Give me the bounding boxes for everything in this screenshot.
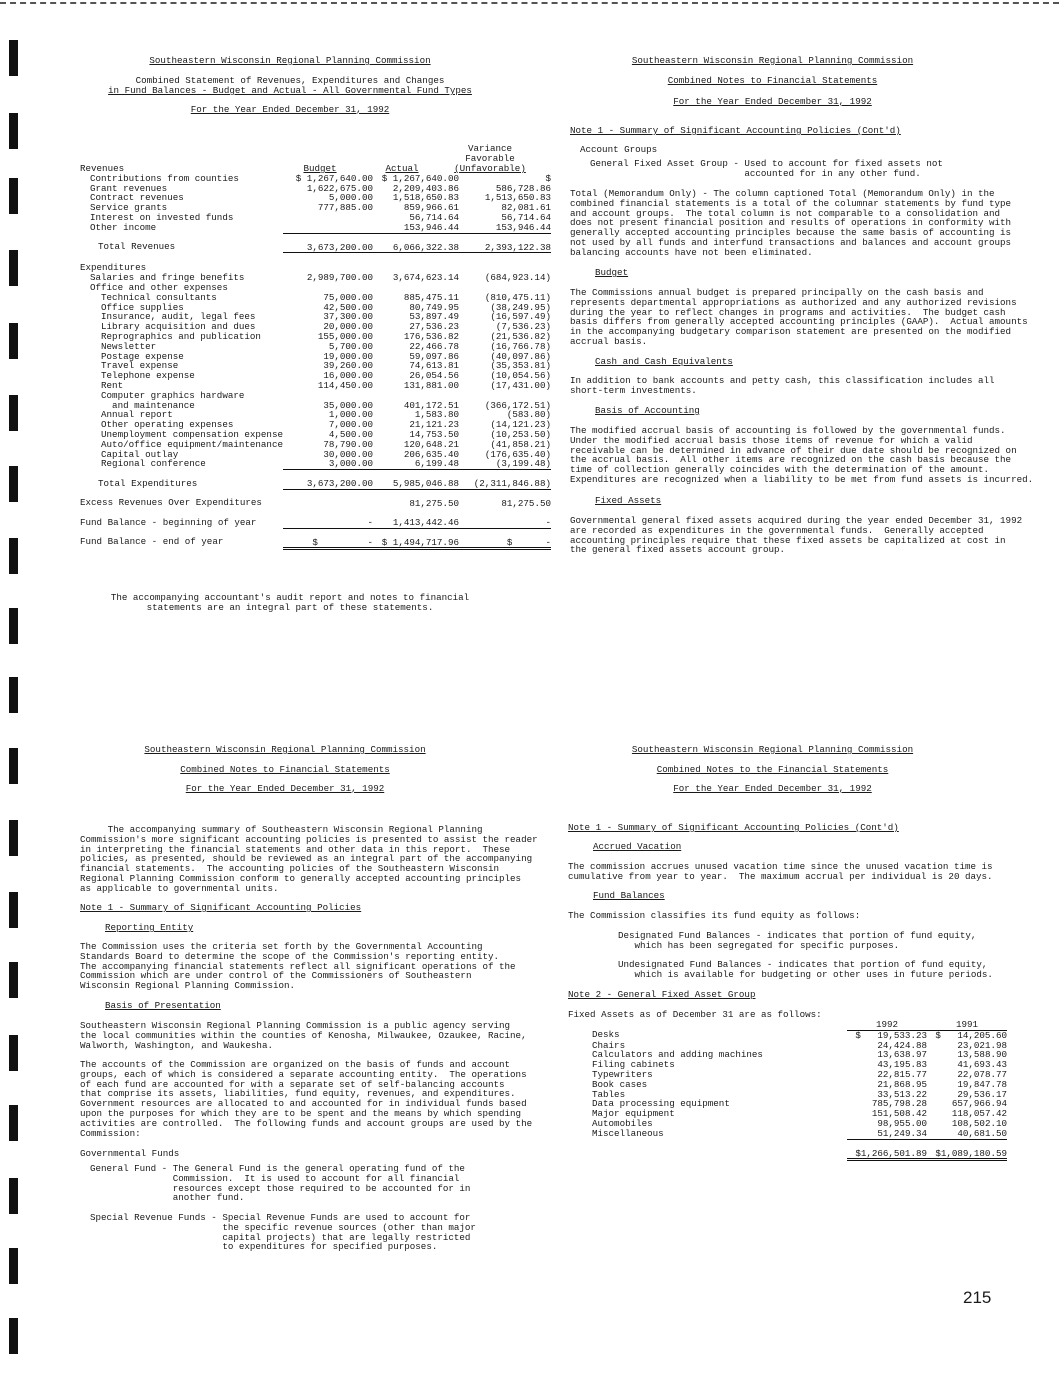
binding-mark <box>9 677 18 713</box>
presentation-heading: Basis of Presentation <box>105 1000 221 1011</box>
variance-cell: (38,249.95) <box>490 301 551 313</box>
q1-title-line-2: in Fund Balances - Budget and Actual - All Governmental Fund Types <box>108 85 472 96</box>
cash-text: In addition to bank accounts and petty cash, this classification includes all short-term investments. <box>570 375 995 396</box>
binding-mark <box>9 1178 18 1214</box>
row-label: Telephone expense <box>90 370 195 382</box>
row-label: Grant revenues <box>90 182 168 194</box>
row-label: Fund Balance - end of year <box>80 536 224 547</box>
variance-cell: (10,054.56) <box>490 370 551 382</box>
binding-mark <box>9 466 18 502</box>
row-label: Technical consultants <box>90 291 217 303</box>
fixed-asset-row <box>592 1129 1007 1139</box>
q3-title: Combined Notes to Financial Statements <box>180 764 390 775</box>
row-label: Fund Balance - beginning of year <box>80 516 257 528</box>
budget-cell: 3,673,200.00 <box>283 470 373 490</box>
row-label: Contributions from counties <box>90 172 239 184</box>
actual-cell: 1,518,650.83 <box>392 192 459 204</box>
budget-cell: 1,622,675.00 <box>306 182 373 194</box>
asset-1992-value: 51,249.34 <box>847 1129 927 1139</box>
fixed-assets-total-row <box>592 1139 1007 1160</box>
budget-cell: 7,000.00 <box>328 419 373 431</box>
fixed-asset-row <box>592 1109 1007 1119</box>
actual-cell: 1,413,442.46 <box>373 509 459 528</box>
budget-cell: 5,700.00 <box>328 340 373 352</box>
row-label: Unemployment compensation expense <box>90 428 283 440</box>
row-label: Annual report <box>90 409 173 421</box>
budget-cell: 1,000.00 <box>328 409 373 421</box>
actual-cell: 81,275.50 <box>409 497 459 509</box>
binding-mark <box>9 1318 18 1354</box>
row-label: Library acquisition and dues <box>90 321 256 333</box>
q2-note-heading: Note 1 - Summary of Significant Accounting Policies (Cont'd) <box>570 125 901 136</box>
binding-mark <box>9 608 18 644</box>
revenues-label-text: Revenues <box>80 163 125 174</box>
q2-period: For the Year Ended December 31, 1992 <box>673 96 872 107</box>
actual-cell: $ 1,267,640.00 <box>381 172 459 184</box>
actual-cell: 1,583.80 <box>414 409 459 421</box>
budget-cell: 37,300.00 <box>323 311 373 323</box>
budget-cell: 19,000.00 <box>323 350 373 362</box>
row-label: Office supplies <box>90 301 184 313</box>
variance-cell: $ - <box>459 528 551 549</box>
actual-cell: 176,536.82 <box>403 330 459 342</box>
budget-cell: 155,000.00 <box>317 330 373 342</box>
asset-1991-value: 40,681.50 <box>927 1129 1007 1139</box>
row-label: Salaries and fringe benefits <box>90 272 245 284</box>
binding-mark <box>9 250 18 286</box>
undesignated-fund-text: Undesignated Fund Balances - indicates that portion of fund equity, which is available for budgeting or other uses in future periods. <box>618 959 993 980</box>
asset-1992-value: $ 19,533.23 <box>855 1029 927 1041</box>
revenue-row <box>80 223 551 233</box>
total-revenues-row <box>80 233 551 253</box>
budget-cell: 114,450.00 <box>317 379 373 391</box>
budget-cell: - <box>283 509 373 528</box>
variance-cell: (16,597.49) <box>490 311 551 323</box>
budget-cell: 4,500.00 <box>328 428 373 440</box>
accounts-text: The accounts of the Commission are organized on the basis of funds and account groups, each of which is considered a separate accounting entity. The operations of each fund are accounted for with a separate set of self-balancing accounts that comprise its assets, liabilities, fund equity, revenues, and expenditures. Government resources are allocated to and accounted for in individual funds based upon the purposes for which they are to be spent and the means by which spending activities are controlled. The following funds and account groups are used by the Commission: <box>80 1059 533 1139</box>
asset-label: Desks <box>592 1029 620 1041</box>
variance-cell: 82,081.61 <box>501 202 551 214</box>
top-edge-line <box>0 2 1059 4</box>
total-expenditures-row <box>80 470 551 490</box>
budget-cell: 39,260.00 <box>323 360 373 372</box>
variance-cell: 56,714.64 <box>501 211 551 223</box>
budget-cell: 42,500.00 <box>323 301 373 313</box>
fixed-asset-row <box>592 1070 1007 1080</box>
asset-1992-value: 13,638.97 <box>877 1049 927 1061</box>
page-number: 215 <box>963 1288 992 1307</box>
budget-cell: 777,885.00 <box>317 202 373 214</box>
col-1992-header: 1992 <box>847 1020 927 1030</box>
budget-cell: 78,790.00 <box>323 438 373 450</box>
expenditure-row <box>80 459 551 469</box>
variance-cell: (684,923.14) <box>484 272 551 284</box>
col-1991-header: 1991 <box>927 1020 1007 1030</box>
row-label: Capital outlay <box>90 448 179 460</box>
actual-cell: 885,475.11 <box>403 291 459 303</box>
row-label: Regional conference <box>90 458 206 470</box>
total-1992-value: $1,266,501.89 <box>847 1139 927 1160</box>
excess-revenues-row <box>80 489 551 508</box>
q1-title-line-1: Combined Statement of Revenues, Expenditures and Changes <box>135 75 445 86</box>
variance-cell: (3,199.48) <box>459 459 551 469</box>
budget-cell: 3,673,200.00 <box>283 233 373 253</box>
asset-1992-value: 33,513.22 <box>877 1088 927 1100</box>
accrued-vacation-text: The commission accrues unused vacation time since the unused vacation time is cumulative from year to year. The maximum accrual per individual is 20 days. <box>568 861 993 882</box>
budget-header: Budget <box>303 163 337 174</box>
actual-cell: 401,172.51 <box>403 399 459 411</box>
asset-1992-value: 151,508.42 <box>871 1108 927 1120</box>
fixed-assets-text: Governmental general fixed assets acquired during the year ended December 31, 1992 are recorded as expenditures in the governmental funds. Generally accepted accounting principles require that these fixed assets be capitalized at cost in the general fixed assets account group. <box>570 515 1023 556</box>
row-label: Postage expense <box>90 350 184 362</box>
total-memo-text: Total (Memorandum Only) - The column captioned Total (Memorandum Only) in the combined financial statements is a total of the columnar statements by fund type and account groups. The total column is not comparable to a consolidation and does not present financial position and results of operations in conformity with generally accepted accounting principles because the same basis of accounting is not used by all funds and interfund transactions and balances and account groups balancing accounts have not been eliminated. <box>570 188 1012 258</box>
variance-cell: 586,728.86 <box>495 182 551 194</box>
asset-1991-value: 13,588.90 <box>957 1049 1007 1061</box>
q1-period: For the Year Ended December 31, 1992 <box>190 104 390 115</box>
q2-title: Combined Notes to Financial Statements <box>667 75 878 86</box>
binding-mark <box>9 40 18 76</box>
note2-heading: Note 2 - General Fixed Asset Group <box>568 989 756 1000</box>
actual-cell: $ 1,494,717.96 <box>373 528 459 549</box>
q4-title: Combined Notes to the Financial Statements <box>656 764 889 775</box>
budget-cell <box>283 213 373 223</box>
variance-header-line-2: Favorable <box>465 153 515 164</box>
asset-label: Book cases <box>592 1078 648 1090</box>
variance-cell: (583.80) <box>506 409 551 421</box>
actual-cell: 153,946.44 <box>373 223 459 233</box>
fixed-assets-label-header <box>592 1020 847 1030</box>
actual-cell: 120,648.21 <box>403 438 459 450</box>
budget-cell: 2,989,700.00 <box>306 272 373 284</box>
row-label: Auto/office equipment/maintenance <box>90 438 283 450</box>
binding-mark <box>9 113 18 149</box>
budget-text: The Commissions annual budget is prepared principally on the cash basis and represents departmental appropriations as authorized and any authorized revisions during the year to reflect changes in programs and activities. The budget cash basis differs from generally accepted accounting principles (GAAP). Actual amounts in the accompanying budgetary comparison statement are presented on the modified accrual basis. <box>570 287 1028 347</box>
row-label: Total Expenditures <box>98 477 198 489</box>
expenditures-label <box>80 253 551 273</box>
budget-cell: $ - <box>283 528 373 549</box>
actual-header: Actual <box>385 163 419 174</box>
variance-cell: 1,513,650.83 <box>484 192 551 204</box>
special-revenue-fund-text: Special Revenue Funds - Special Revenue Funds are used to account for the specific revenue sources (other than major capital projects) that are legally restricted to expenditures for specified purposes. <box>90 1212 476 1253</box>
actual-cell: 80,749.95 <box>409 301 459 313</box>
variance-cell: (16,766.78) <box>490 340 551 352</box>
q1-org-title: Southeastern Wisconsin Regional Planning Commission <box>149 55 431 66</box>
budget-cell: 5,000.00 <box>328 192 373 204</box>
fixed-asset-row <box>592 1080 1007 1090</box>
asset-label: Data processing equipment <box>592 1098 730 1110</box>
row-label: Total Revenues <box>98 241 176 253</box>
fund-balance-end-row <box>80 528 551 549</box>
asset-label: Chairs <box>592 1039 626 1051</box>
asset-label: Major equipment <box>592 1108 675 1120</box>
fixed-assets-table <box>592 1020 1007 1161</box>
total-1991-value: $1,089,180.59 <box>927 1139 1007 1160</box>
row-label: Office and other expenses <box>90 281 228 293</box>
binding-mark <box>9 178 18 214</box>
actual-cell: 2,209,403.86 <box>392 182 459 194</box>
statement-table <box>80 164 551 550</box>
fund-balances-heading: Fund Balances <box>593 890 665 901</box>
asset-label: Calculators and adding machines <box>592 1049 763 1061</box>
budget-cell <box>283 489 373 508</box>
variance-cell: (810,475.11) <box>484 291 551 303</box>
actual-cell: 26,054.56 <box>409 370 459 382</box>
variance-cell: (21,536.82) <box>490 330 551 342</box>
asset-label: Tables <box>592 1088 626 1100</box>
variance-cell: (366,172.51) <box>484 399 551 411</box>
actual-cell: 131,881.00 <box>403 379 459 391</box>
budget-cell <box>283 223 373 233</box>
row-label: Interest on invested funds <box>90 211 234 223</box>
account-groups-heading: Account Groups <box>580 144 658 155</box>
variance-cell: (10,253.50) <box>490 428 551 440</box>
asset-1991-value: 118,057.42 <box>951 1108 1007 1120</box>
fixed-asset-row <box>592 1030 1007 1040</box>
asset-1991-value: 29,536.17 <box>957 1088 1007 1100</box>
q3-org-title: Southeastern Wisconsin Regional Planning Commission <box>144 744 426 755</box>
variance-cell: (17,431.00) <box>490 379 551 391</box>
binding-mark <box>9 323 18 359</box>
asset-label: Automobiles <box>592 1117 653 1129</box>
actual-cell: 53,897.49 <box>409 311 459 323</box>
asset-1991-value: 19,847.78 <box>957 1078 1007 1090</box>
actual-cell: 74,613.81 <box>409 360 459 372</box>
actual-cell: 6,199.48 <box>373 459 459 469</box>
variance-cell: (176,635.40) <box>484 448 551 460</box>
variance-cell: - <box>459 509 551 528</box>
binding-mark <box>9 962 18 998</box>
accrued-vacation-heading: Accrued Vacation <box>593 841 682 852</box>
asset-label: Typewriters <box>592 1068 653 1080</box>
budget-cell: 16,000.00 <box>323 370 373 382</box>
row-label: and maintenance <box>90 399 195 411</box>
binding-mark <box>9 1248 18 1284</box>
basis-accounting-heading: Basis of Accounting <box>595 405 700 416</box>
asset-1992-value: 43,195.83 <box>877 1059 927 1071</box>
actual-cell: 21,121.23 <box>409 419 459 431</box>
q2-org-title: Southeastern Wisconsin Regional Planning Commission <box>631 55 914 66</box>
asset-1991-value: 108,502.10 <box>951 1117 1007 1129</box>
variance-cell: (14,121.23) <box>490 419 551 431</box>
fixed-assets-intro: Fixed Assets as of December 31 are as follows: <box>568 1009 822 1020</box>
binding-mark <box>9 1105 18 1141</box>
binding-mark <box>9 892 18 928</box>
q4-period: For the Year Ended December 31, 1992 <box>673 783 872 794</box>
actual-cell: 206,635.40 <box>403 448 459 460</box>
binding-mark <box>9 748 18 784</box>
asset-1992-value: 98,955.00 <box>877 1117 927 1129</box>
actual-cell: 59,097.86 <box>409 350 459 362</box>
actual-cell: 22,466.78 <box>409 340 459 352</box>
variance-cell: 81,275.50 <box>501 497 551 509</box>
row-label: Excess Revenues Over Expenditures <box>80 497 262 509</box>
binding-mark <box>9 538 18 574</box>
variance-cell: (2,311,846.88) <box>459 470 551 490</box>
budget-cell: $ 1,267,640.00 <box>295 172 373 184</box>
designated-fund-text: Designated Fund Balances - indicates that portion of fund equity, which has been segregated for specific purposes. <box>618 930 977 951</box>
asset-1992-value: 22,815.77 <box>877 1068 927 1080</box>
expenditures-label-text: Expenditures <box>80 262 147 274</box>
governmental-funds-heading: Governmental Funds <box>80 1148 180 1159</box>
actual-cell: 56,714.64 <box>409 211 459 223</box>
basis-accounting-text: The modified accrual basis of accounting is followed by the governmental funds. Under the modified accrual basis those items of revenue for which a valid receivable can be determined in advance of their due date should be recognized on the accrual basis. All other items are recognized on the cash basis because the time of collection generally coincides with the determination of the amount. Expenditures are recognized when a liability to be met from fund assets is incurred. <box>570 425 1034 485</box>
expenditure-row <box>80 371 551 381</box>
budget-cell: 20,000.00 <box>323 321 373 333</box>
binding-marks <box>9 0 21 1380</box>
q3-note-heading: Note 1 - Summary of Significant Accounting Policies <box>80 902 362 913</box>
reporting-entity-text: The Commission uses the criteria set forth by the Governmental Accounting Standards Board to determine the scope of the Commission's reporting entity. The accompanying financial statements reflect all significant operations of the Commission which are under control of the Commissioners of Southeastern Wisconsin Regional Planning Commission. <box>80 941 516 992</box>
variance-cell: 153,946.44 <box>459 223 551 233</box>
asset-label: Filing cabinets <box>592 1059 675 1071</box>
binding-mark <box>9 395 18 431</box>
variance-cell: (35,353.81) <box>490 360 551 372</box>
row-label: Rent <box>90 379 124 391</box>
asset-1992-value: 24,424.88 <box>877 1039 927 1051</box>
notes-intro: The accompanying summary of Southeastern Wisconsin Regional Planning Commission's more significant accounting policies is presented to assist the reader in interpreting the financial statements and other data in this report. These policies, as presented, should be reviewed as an integral part of the accompanying financial statements. The accounting policies of the Southeastern Wisconsin Regional Planning Commission conform to generally accepted accounting principles as applicable to governmental units. <box>80 824 538 894</box>
binding-mark <box>9 1035 18 1071</box>
fund-balances-text: The Commission classifies its fund equity as follows: <box>568 910 861 921</box>
variance-cell: (40,097.86) <box>490 350 551 362</box>
actual-cell: 27,536.23 <box>409 321 459 333</box>
asset-1992-value: 785,798.28 <box>871 1098 927 1110</box>
asset-1992-value: 21,868.95 <box>877 1078 927 1090</box>
variance-cell: 2,393,122.38 <box>459 233 551 253</box>
row-label: Other operating expenses <box>90 419 234 431</box>
q3-period: For the Year Ended December 31, 1992 <box>185 783 385 794</box>
row-label: Computer graphics hardware <box>90 389 245 401</box>
row-label: Travel expense <box>90 360 179 372</box>
variance-header-line-1: Variance <box>467 143 513 154</box>
budget-cell: 30,000.00 <box>323 448 373 460</box>
row-label: Service grants <box>90 202 168 214</box>
budget-cell: 3,000.00 <box>283 459 373 469</box>
fixed-assets-heading: Fixed Assets <box>595 495 662 506</box>
budget-heading: Budget <box>595 267 629 278</box>
asset-label: Miscellaneous <box>592 1127 664 1139</box>
presentation-text: Southeastern Wisconsin Regional Planning Commission is a public agency serving the local communities within the counties of Kenosha, Milwaukee, Ozaukee, Racine, Walworth, Washington, and Waukesha. <box>80 1020 527 1051</box>
gfag-text: General Fixed Asset Group - Used to account for fixed assets not accounted for in any other fund. <box>590 158 943 179</box>
row-label: Reprographics and publication <box>90 330 261 342</box>
fund-balance-begin-row <box>80 509 551 528</box>
actual-cell: 6,066,322.38 <box>373 233 459 253</box>
asset-1991-value: $ 14,205.60 <box>935 1029 1007 1041</box>
row-label: Contract revenues <box>90 192 184 204</box>
variance-cell: $ <box>545 172 551 184</box>
asset-1991-value: 657,966.94 <box>951 1098 1007 1110</box>
row-label: Insurance, audit, legal fees <box>90 311 256 323</box>
actual-cell: 3,674,623.14 <box>392 272 459 284</box>
cash-heading: Cash and Cash Equivalents <box>595 356 733 367</box>
row-label: Newsletter <box>90 340 157 352</box>
variance-header-line-3: (Unfavorable) <box>454 163 526 174</box>
binding-mark <box>9 820 18 856</box>
asset-1991-value: 22,078.77 <box>957 1068 1007 1080</box>
general-fund-text: General Fund - The General Fund is the general operating fund of the Commission. It is used to account for all financial resources except those required to be accounted for in another fund. <box>90 1163 471 1204</box>
reporting-entity-heading: Reporting Entity <box>105 922 194 933</box>
actual-cell: 14,753.50 <box>409 428 459 440</box>
actual-cell: 5,985,046.88 <box>373 470 459 490</box>
budget-cell: 35,000.00 <box>323 399 373 411</box>
row-label: Other income <box>90 221 157 233</box>
statement-footnote: The accompanying accountant's audit report and notes to financial statements are an integral part of these statements. <box>110 592 470 613</box>
actual-cell: 859,966.61 <box>403 202 459 214</box>
total-label-spacer <box>592 1139 847 1160</box>
variance-cell: (41,858.21) <box>490 438 551 450</box>
asset-1991-value: 23,021.98 <box>957 1039 1007 1051</box>
fixed-asset-row <box>592 1060 1007 1070</box>
variance-cell: (7,536.23) <box>495 321 551 333</box>
q4-org-title: Southeastern Wisconsin Regional Planning Commission <box>631 744 914 755</box>
budget-cell: 75,000.00 <box>323 291 373 303</box>
q4-note-heading: Note 1 - Summary of Significant Accounting Policies (Cont'd) <box>568 822 899 833</box>
asset-1991-value: 41,693.43 <box>957 1059 1007 1071</box>
